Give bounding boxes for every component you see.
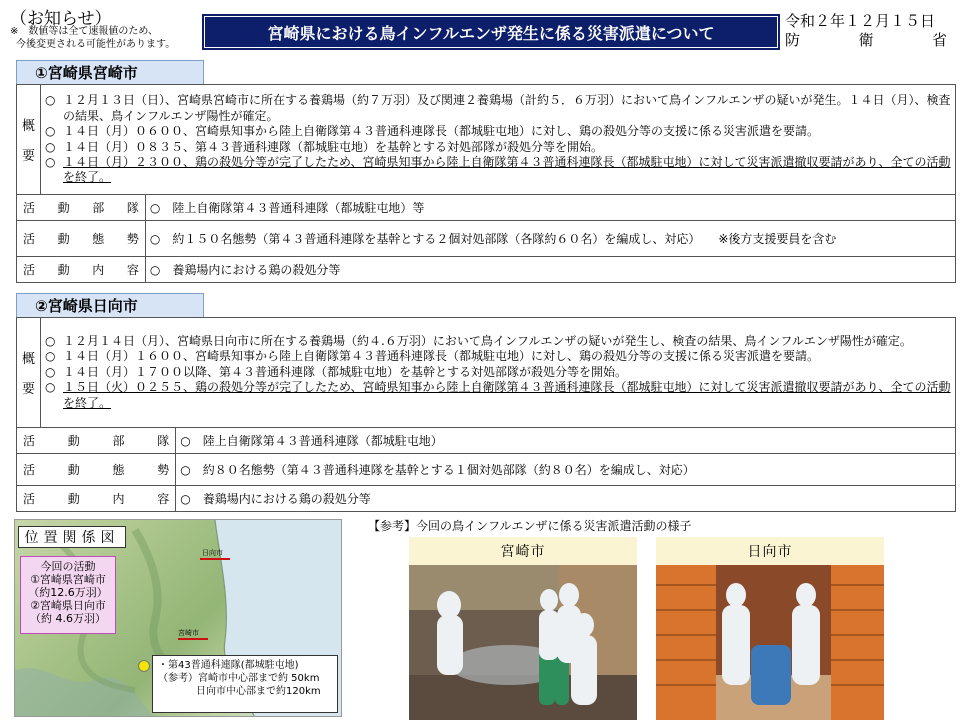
summary-label: 概 要 — [17, 85, 41, 195]
row-value-units: ○ 陸上自衛隊第４３普通科連隊（都城駐屯地） — [176, 428, 956, 454]
activity-box — [20, 556, 116, 634]
activity-line: （約 4.6万羽） — [30, 612, 106, 625]
summary-line-final: ○ １４日（月）２３００、鶏の殺処分等が完了したため、宮崎県知事から陸上自衛隊第４３普通科連隊長（都城駐屯地）に対して災害派遣撤収要請があり、全ての活動を終了。 — [45, 154, 951, 185]
section-tab-miyazaki: ①宮崎県宮崎市 — [16, 60, 204, 84]
map-title: 位置関係図 — [18, 526, 126, 548]
ministry-char-3: 省 — [931, 31, 947, 49]
summary-line: ○ １２月１３日（日）、宮崎県宮崎市に所在する養鶏場（約７万羽）及び関連２養鶏場（計約５．６万羽）において鳥インフルエンザの疑いが発生。１４日（月）、検査の結果、鳥インフルエンザ陽性が確定。 — [45, 93, 951, 123]
notice-title: （お知らせ） — [10, 9, 112, 29]
row-label-posture: 活動態勢 — [17, 454, 176, 486]
summary-label: 概 要 — [17, 318, 41, 428]
issue-date: 令和２年１２月１５日 — [785, 12, 936, 30]
notice-note — [10, 25, 175, 51]
row-value-content: ○ 養鶏場内における鶏の殺処分等 — [176, 486, 956, 512]
row-content — [17, 486, 956, 512]
photo-title-miyazaki: 宮崎市 — [409, 537, 637, 565]
hyuga-marker — [200, 558, 230, 560]
row-content — [17, 257, 956, 283]
row-label-units: 活動部隊 — [17, 428, 176, 454]
summary-text — [41, 85, 956, 195]
base-ref-line-2: 日向市中心部まで約120km — [196, 686, 321, 697]
reference-caption: 【参考】今回の鳥インフルエンザに係る災害派遣活動の様子 — [368, 519, 692, 533]
row-units — [17, 428, 956, 454]
miyazaki-activity-photo — [409, 565, 637, 720]
ministry-name — [785, 31, 947, 50]
summary-line: ○ １４日（月）１６００、宮崎県知事から陸上自衛隊第４３普通科連隊長（都城駐屯地）に対し、鶏の殺処分等の支援に係る災害派遣を要請。 — [45, 349, 820, 364]
summary-line-final: ○ １５日（火）０２５５、鶏の殺処分等が完了したため、宮崎県知事から陸上自衛隊第４３普通科連隊長（都城駐屯地）に対して災害派遣撤収要請があり、全ての活動を終了。 — [45, 380, 951, 410]
base-line: ・第43普通科連隊(都城駐屯地) — [158, 660, 299, 671]
row-value-posture: ○ 約８０名態勢（第４３普通科連隊を基幹とする１個対処部隊（約８０名）を編成し、対応） — [176, 454, 956, 486]
section-tab-hyuga: ②宮崎県日向市 — [16, 293, 204, 317]
row-label-content: 活動内容 — [17, 486, 176, 512]
row-label-content: 活動内容 — [17, 257, 146, 283]
activity-title: 今回の活動 — [40, 560, 96, 573]
row-units — [17, 195, 956, 221]
summary-row — [17, 85, 956, 195]
photo-title-hyuga: 日向市 — [656, 537, 884, 565]
date-block — [785, 12, 947, 50]
activity-line: ②宮崎県日向市 — [30, 599, 106, 612]
summary-line: ○ １４日（月）０６００、宮崎県知事から陸上自衛隊第４３普通科連隊長（都城駐屯地）に対し、鶏の殺処分等の支援に係る災害派遣を要請。 — [45, 124, 820, 139]
row-posture — [17, 454, 956, 486]
activity-line: （約12.6万羽） — [28, 586, 108, 599]
activity-line: ①宮崎県宮崎市 — [30, 573, 106, 586]
notice-note-line-2: 今後変更される可能性があります。 — [16, 39, 176, 50]
row-value-posture: ○ 約１５０名態勢（第４３普通科連隊を基幹とする２個対処部隊（各隊約６０名）を編成し、対応） ※後方支援要員を含む — [145, 221, 955, 257]
summary-line: ○ １４日（月）０８３５、第４３普通科連隊（都城駐屯地）を基幹とする対処部隊が殺処分等を開始。 — [45, 139, 604, 154]
row-label-posture: 活動態勢 — [17, 221, 146, 257]
section-table-hyuga — [16, 317, 956, 512]
ministry-char-2: 衛 — [858, 31, 874, 49]
hyuga-activity-photo — [656, 565, 884, 720]
base-marker-icon — [138, 660, 150, 672]
summary-line: ○ １２月１４日（月）、宮崎県日向市に所在する養鶏場（約４.６万羽）において鳥インフルエンザの疑いが発生し、検査の結果、鳥インフルエンザ陽性が確定。 — [45, 333, 912, 348]
base-ref-line-1: （参考）宮崎市中心部まで約 50km — [158, 673, 320, 684]
summary-row — [17, 318, 956, 428]
map-label-hyuga: 日向市 — [202, 549, 223, 557]
row-label-units: 活動部隊 — [17, 195, 146, 221]
page-title: 宮崎県における鳥インフルエンザ発生に係る災害派遣について — [202, 14, 780, 50]
row-value-content: ○ 養鶏場内における鶏の殺処分等 — [145, 257, 955, 283]
summary-line: ○ １４日（月）１７００以降、第４３普通科連隊（都城駐屯地）を基幹とする対処部隊が殺処分等を開始。 — [45, 364, 628, 379]
map-label-miyazaki: 宮崎市 — [178, 629, 199, 637]
base-info-box — [152, 655, 338, 713]
row-posture — [17, 221, 956, 257]
summary-text — [41, 318, 956, 428]
ministry-char-1: 防 — [785, 31, 801, 49]
row-value-units: ○ 陸上自衛隊第４３普通科連隊（都城駐屯地）等 — [145, 195, 955, 221]
notice-note-line-1: ※ 数値等は全て速報値のため、 — [10, 26, 158, 37]
miyazaki-marker — [178, 638, 208, 640]
section-table-miyazaki — [16, 84, 956, 283]
